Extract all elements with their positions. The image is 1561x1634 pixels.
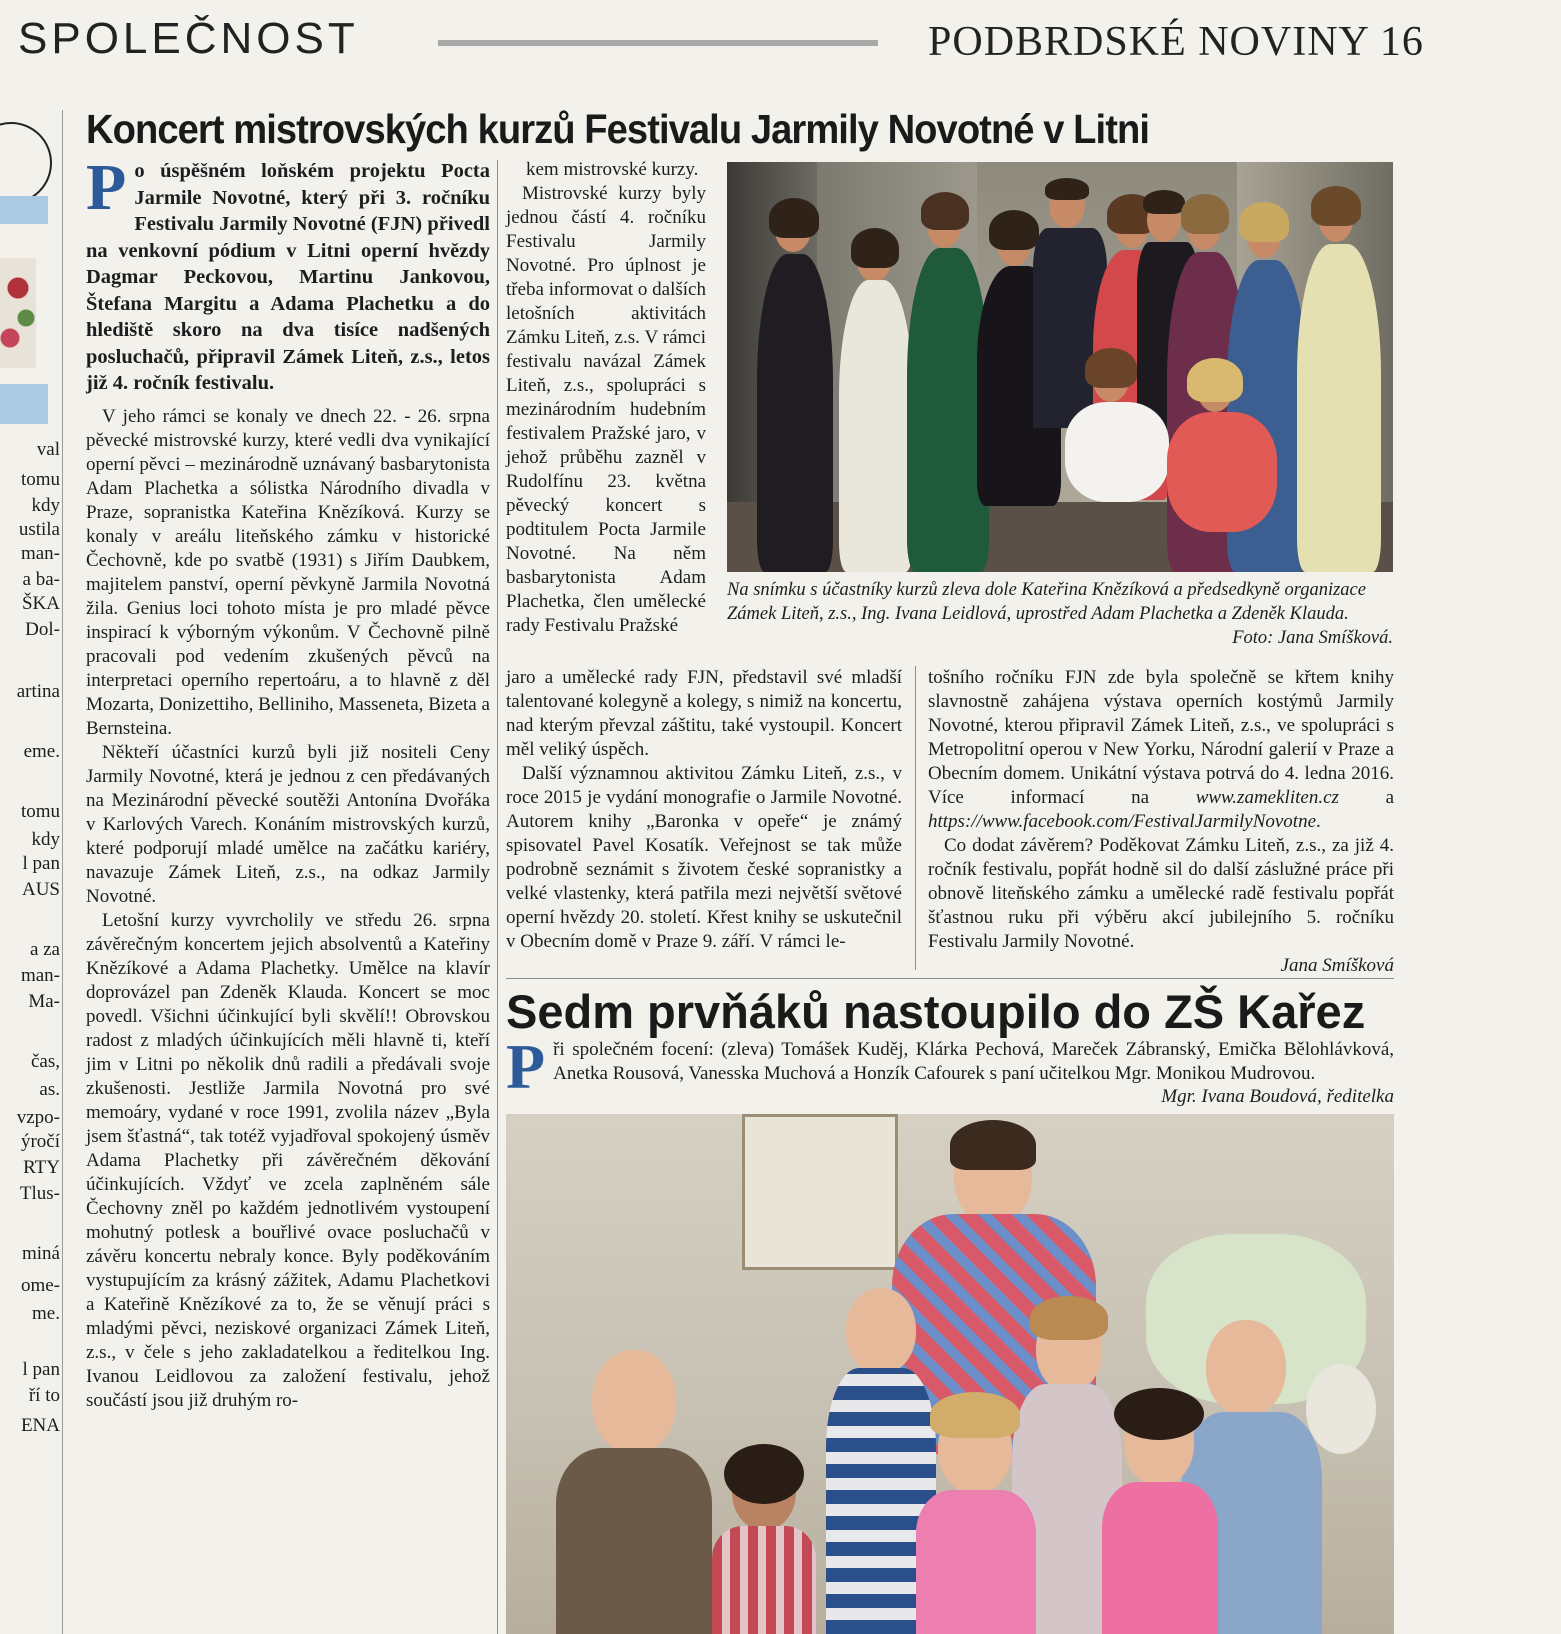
caption-text: Na snímku s účastníky kurzů zleva dole Kateřina Knězíková a předsedkyně organizace Zámek Liteň, z.s., Ing. Ivana Leidlová, uprostřed Adam Plachetka a Zdeněk Klauda.: [727, 580, 1366, 624]
column-separator: [62, 110, 63, 1634]
paragraph: Co dodat závěrem? Poděkovat Zámku Liteň, z.s., za již 4. ročník festivalu, popřát hodně sil do další záslužné práce při obnově liteňského zámku a umělecké radě festivalu popřát šťastnou ruku při výběru akcí jubilejního 5. ročníku Festivalu Jarmily Novotné.: [928, 835, 1394, 952]
paragraph: Někteří účastníci kurzů byli již nositeli Ceny Jarmily Novotné, která je jednou z cen předávaných na Mezinárodní pěvecké soutěži Antonína Dvořáka v Karlových Varech. Konáním mistrovských kurzů, které podporují mladé umělce na začátku kariéry, navazuje Zámek Liteň, z.s., na odkaz Jarmily Novotné.: [86, 741, 490, 907]
section-name: SPOLEČNOST: [18, 14, 359, 63]
drop-cap: P: [86, 151, 127, 224]
blue-box: [0, 384, 48, 424]
strip-text-fragment: as.: [39, 1079, 60, 1100]
strip-text-fragment: man-: [20, 965, 60, 986]
article-divider: [506, 978, 1394, 979]
strip-text-fragment: ýročí: [20, 1131, 60, 1152]
paragraph: V jeho rámci se konaly ve dnech 22. - 26. srpna pěvecké mistrovské kurzy, které vedli dva vynikající operní pěvci – mezinárodně uznávaný basbarytonista Adam Plachetka a sólistka Národního divadla v Praze, sopranistka Kateřina Knězíková. Kurzy se konaly v areálu liteňského zámku v historické Čechovně, kde po svatbě (1931) s Jiřím Daubkem, majitelem panství, operní pěvkyně Jarmila Novotná žila. Genius loci tohoto místa je pro mladé pěvce inspirací k výborným výkonům. V Čechovně pilně pracovali pod vedením zkušených pěvců na interpretaci operního repertoáru, a to hlavně z děl Mozarta, Donizettiho, Belliniho, Masseneta, Bizeta a Bernsteina.: [86, 405, 490, 739]
strip-text-fragment: ome-: [20, 1275, 60, 1296]
strip-text-fragment: Tlus-: [19, 1183, 60, 1204]
strip-text-fragment: čas,: [30, 1051, 60, 1072]
article-author: Jana Smíšková: [1280, 955, 1394, 976]
strip-text-fragment: val: [36, 439, 60, 460]
page-number: 16: [1379, 19, 1424, 65]
concert-participants-photo: [727, 162, 1393, 572]
website-link[interactable]: www.zamekliten.cz: [1195, 787, 1339, 808]
circle-graphic: [0, 122, 52, 204]
paragraph: tošního ročníku FJN zde byla společně se křtem knihy slavnostně zahájena výstava operních kostýmů Jarmily Novotné, kterou připravil Zámek Liteň, z.s., ve spolupráci s Metropolitní operou v New Yorku, Národní galerií v Praze a Obecním domem. Unikátní výstava potrvá do 4. ledna 2016. Více informací na www.zamekliten.cz a https://www.facebook.com/FestivalJarmilyNovotne.: [928, 667, 1395, 832]
photo-caption: [727, 578, 1393, 650]
strip-text-fragment: me.: [32, 1303, 60, 1324]
strip-text-fragment: ENA: [20, 1415, 60, 1436]
paragraph: Letošní kurzy vyvrcholily ve středu 26. srpna závěrečným koncertem jejich absolventů a Kateřiny Knězíkové a Adama Plachetky. Umělce na klavír doprovázel pan Zdeněk Klauda. Koncert se moc povedl. Všichni účinkující byli skvělí!! Obrovskou radost z mladých účinkujících měli hlavně ti, kteří jim v Litni po několik dnů radili a předávali svoje zkušenosti. Jestliže Jarmila Novotná pro své memoáry, vydané v roce 1991, zvolila název „Byla jsem šťastná“, tak totéž vyjadřoval spokojený úsměv Adama Plachetky při závěrečném děkování účinkujících. Vždyť ve zcela zaplněném sále Čechovny zněl po každém jednotlivém vystoupení mohutný potlesk a bouřlivé ovace posluchačů v závěru koncertu nebraly konce. Byly poděkováním vystupujícím za krásný zážitek, Adamu Plachetkovi a Kateřině Knězíkové za to, že se věnují práci s mladými pěvci, neziskové organizaci Zámek Liteň, z.s., v čele s jeho zakladatelkou a ředitelkou Ing. Ivanou Leidlovou za založení festivalu, jehož součástí jsou již druhým ro-: [86, 909, 490, 1411]
strip-text-fragment: man-: [20, 543, 60, 564]
strip-text-fragment: ŠKA: [21, 593, 60, 614]
strip-text-fragment: l pan: [22, 1359, 60, 1380]
article-headline: Koncert mistrovských kurzů Festivalu Jarmily Novotné v Litni: [86, 106, 1150, 152]
strip-text-fragment: RTY: [23, 1157, 60, 1178]
paragraph: Další významnou aktivitou Zámku Liteň, z.s., v roce 2015 je vydání monografie o Jarmile Novotné. Autorem knihy „Baronka v opeře“ je známý spisovatel Pavel Kosatík. Veřejnost se tak může podrobně seznámit s životem české sopranistky a velké vlastenky, která patřila mezi největší světové operní hvězdy 20. století. Křest knihy se uskutečnil v Obecním domě v Praze 9. září. V rámci le-: [506, 763, 902, 952]
strip-text-fragment: a za: [29, 939, 60, 960]
column-rule: [915, 666, 916, 970]
strip-text-fragment: Ma-: [28, 991, 60, 1012]
strip-text-fragment: AUS: [21, 879, 60, 900]
article-column-2-top: [506, 158, 706, 638]
drop-cap: P: [506, 1031, 546, 1102]
article-column-1: [86, 151, 490, 1413]
flower-image: [0, 258, 36, 368]
article-author: Mgr. Ivana Boudová, ředitelka: [1161, 1086, 1394, 1107]
strip-text-fragment: kdy: [31, 829, 60, 850]
paragraph: jaro a umělecké rady FJN, představil své mladší talentované kolegyně a kolegy, s nimiž na koncertu, nad kterým převzal záštitu, také vystoupil. Koncert měl veliký úspěch.: [506, 667, 902, 760]
strip-text-fragment: Dol-: [25, 619, 60, 640]
first-graders-photo: [506, 1114, 1394, 1634]
strip-text-fragment: kdy: [31, 495, 60, 516]
strip-text-fragment: artina: [16, 681, 60, 702]
article-column-3-bottom: [928, 666, 1394, 978]
facebook-link[interactable]: https://www.facebook.com/FestivalJarmilyNovotne: [928, 811, 1317, 832]
strip-text-fragment: a ba-: [22, 569, 60, 590]
strip-text-fragment: ří to: [28, 1385, 60, 1406]
strip-text-fragment: tomu: [20, 801, 60, 822]
photo-credit: Foto: Jana Smíšková.: [1232, 628, 1393, 648]
newspaper-masthead: [928, 18, 1424, 66]
lead-text: o úspěšném loňském projektu Pocta Jarmile Novotné, který při 3. ročníku Festivalu Jarmily Novotné (FJN) přivedl na venkovní pódium v Litni operní hvězdy Dagmar Peckovou, Martinu Jankovou, Štefana Margitu a Adama Plachetku a do hlediště skoro na dva tisíce nadšených posluchačů, připravil Zámek Liteň, z.s., letos již 4. ročník festivalu.: [86, 160, 490, 394]
paragraph: Mistrovské kurzy byly jednou částí 4. ročníku Festivalu Jarmily Novotné. Pro úplnost je třeba informovat o dalších letošních aktivitách Zámku Liteň, z.s. V rámci festivalu navázal Zámek Liteň, z.s., spolupráci s mezinárodním hudebním festivalem Pražské jaro, v jehož průběhu zazněl v Rudolfínu 23. května pěvecký koncert s podtitulem Pocta Jarmile Novotné. Na něm basbarytonista Adam Plachetka, člen umělecké rady Festivalu Pražské: [506, 183, 706, 636]
newspaper-name: PODBRDSKÉ NOVINY: [928, 19, 1370, 65]
strip-text-fragment: vzpo-: [16, 1107, 60, 1128]
previous-column-strip: [0, 110, 60, 1634]
article-lead: [86, 151, 490, 397]
paragraph: kem mistrovské kurzy.: [526, 159, 699, 180]
strip-text-fragment: ustila: [18, 519, 60, 540]
strip-text-fragment: l pan: [22, 853, 60, 874]
article-headline: Sedm prvňáků nastoupilo do ZŠ Kařez: [506, 985, 1366, 1038]
strip-text-fragment: eme.: [23, 741, 60, 762]
column-rule: [497, 160, 498, 1634]
article-body: ři společném focení: (zleva) Tomášek Kuděj, Klárka Pechová, Mareček Zábranský, Emička Bělohlávková, Anetka Rousová, Vanesska Muchová a Honzík Cafourek s paní učitelkou Mgr. Monikou Mudrovou.: [553, 1039, 1394, 1084]
article-column-2-bottom: [506, 666, 902, 954]
strip-text-fragment: tomu: [20, 469, 60, 490]
strip-text-fragment: miná: [22, 1243, 60, 1264]
blue-box: [0, 196, 48, 224]
header-rule: [438, 40, 878, 46]
